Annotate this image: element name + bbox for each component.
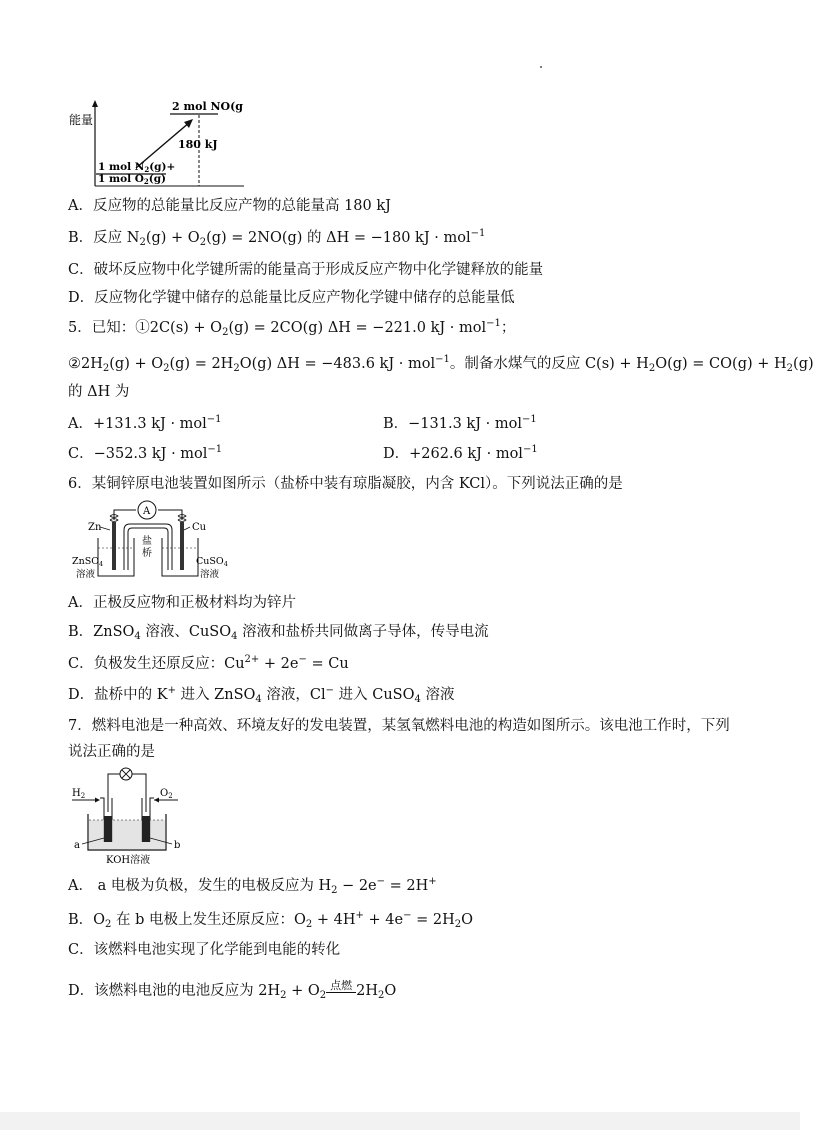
q5-option-d: D．+262.6 kJ · mol$^{-1}$ — [383, 444, 538, 462]
copper-zinc-cell-diagram — [70, 498, 230, 584]
q6-option-a: A．正极反应物和正极材料均为锌片 — [68, 595, 296, 611]
q5-line-3: 的 ΔH 为 — [68, 384, 130, 400]
electrode-b — [142, 816, 150, 842]
o2-arrowhead — [154, 798, 159, 803]
salt-bridge-label-1: 盐 — [142, 536, 152, 547]
h2-label: H2 — [72, 788, 86, 800]
znso4-label: ZnSO$_4$ — [72, 556, 104, 568]
q4-option-b: B．反应 $N_2(g) + O_2(g) = 2NO(g)$ 的 ΔH = −180 kJ · mol$^{-1}$ — [68, 228, 486, 248]
q4-option-a: A．反应物的总能量比反应产物的总能量高 180 kJ — [68, 198, 391, 214]
electrode-b-label: b — [174, 840, 181, 851]
ammeter-label: A — [143, 506, 151, 517]
ignition-condition: 点燃 — [326, 980, 356, 993]
copper-label: Cu — [192, 522, 207, 533]
zinc-electrode — [112, 522, 116, 570]
electrode-a-label: a — [74, 840, 80, 851]
q5-option-a: A．+131.3 kJ · mol$^{-1}$ — [68, 414, 222, 432]
copper-electrode — [180, 522, 184, 570]
scan-speck — [540, 66, 542, 68]
q7-option-a: A． a 电极为负极，发生的电极反应为 $H_2 - 2e^- = 2H^+$ — [68, 876, 437, 896]
reactant-label-1: 1 mol N2(g)+ — [98, 161, 176, 174]
koh-label: KOH溶液 — [106, 855, 151, 866]
q7-stem-line-1: 7．燃料电池是一种高效、环境友好的发电装置，某氢氧燃料电池的构造如图所示。该电池工作时，下列 — [68, 718, 730, 734]
q6-option-d: D．盐桥中的 K+ 进入 ZnSO$_4$ 溶液，Cl− 进入 CuSO$_4$ 溶液 — [68, 685, 455, 705]
reactant-label-2: 1 mol O2(g) — [98, 173, 167, 186]
zinc-label: Zn — [88, 522, 102, 533]
cuso4-sol-label: 溶液 — [200, 569, 220, 580]
q6-option-b: B．ZnSO$_4$ 溶液、CuSO$_4$ 溶液和盐桥共同做离子导体，传导电流 — [68, 624, 489, 642]
q5-option-b: B．−131.3 kJ · mol$^{-1}$ — [383, 414, 537, 432]
q7-option-c: C．该燃料电池实现了化学能到电能的转化 — [68, 942, 341, 958]
q7-stem-line-2: 说法正确的是 — [68, 744, 155, 760]
cuso4-label: CuSO$_4$ — [196, 556, 228, 568]
zinc-pointer — [100, 527, 110, 530]
q7-option-b: B．$O_2$ 在 b 电极上发生还原反应：$O_2 + 4H^+ + 4e^- = 2H_2O$ — [68, 910, 474, 930]
znso4-sol-label: 溶液 — [76, 569, 96, 580]
salt-bridge-label-2: 桥 — [142, 548, 152, 559]
q7-option-d: D．该燃料电池的电池反应为 $2H_2 + O_2$ 点燃 $2H_2O$ — [68, 979, 397, 1001]
q6-stem: 6．某铜锌原电池装置如图所示（盐桥中装有琼脂凝胶，内含 KCl）。下列说法正确的是 — [68, 476, 623, 492]
q5-option-c: C．−352.3 kJ · mol$^{-1}$ — [68, 444, 223, 462]
q5-line-2: $②2H_2(g) + O_2(g) = 2H_2O(g) \Delta H = -483.6$ kJ · mol$^{-1}$。制备水煤气的反应 $C(s) + H_2O(g) = CO(g) + H_2(g)$ — [68, 354, 814, 374]
q4-option-c: C．破坏反应物中化学键所需的能量高于形成反应产物中化学键释放的能量 — [68, 262, 544, 278]
product-label: 2 mol NO(g — [172, 100, 244, 113]
salt-bridge — [124, 524, 172, 570]
o2-label: O2 — [160, 788, 173, 800]
electrode-a — [104, 816, 112, 842]
energy-diagram — [66, 98, 246, 190]
electrolyte-fill — [89, 820, 165, 849]
copper-pointer — [184, 527, 190, 530]
h2-arrowhead — [95, 798, 100, 803]
y-axis-arrow — [92, 100, 98, 107]
fuel-cell-diagram — [70, 764, 190, 868]
scan-bottom-edge — [0, 1112, 800, 1130]
q4-option-d: D．反应物化学键中储存的总能量比反应产物化学键中储存的总能量低 — [68, 290, 515, 306]
q6-option-c: C．负极发生还原反应：$Cu^{2+} + 2e^- = Cu$ — [68, 654, 349, 672]
y-axis-label: 能量 — [69, 113, 94, 127]
q5-line-1: 5．已知：①2C(s) + $O_2(g) = 2CO(g) \Delta H = -221.0$ kJ · mol$^{-1}$； — [68, 318, 516, 338]
energy-label: 180 kJ — [178, 138, 218, 151]
